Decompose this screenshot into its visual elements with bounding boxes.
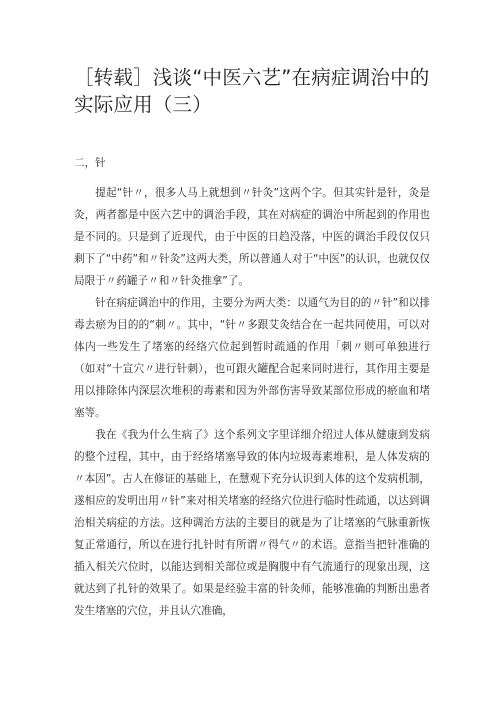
section-heading: 二，针 [74, 157, 106, 169]
paragraph-1: 提起“针〃，很多人马上就想到〃针灸”这两个字。但其实针是针，灸是灸，两者都是中医六艺中的调治手段，其在对病症的调治中所起到的作用也是不同的。只是到了近现代，由于中医的日趋没落，中医的调治手段仅仅只剩下了“中药”和〃针灸”这两大类，所以普通人对于“中医”的认识，也就仅仅局限于〃药罐子〃和〃针灸推拿”了。 [74, 187, 430, 287]
page-title: ［转载］浅谈“中医六艺”在病症调治中的实际应用（三） [74, 66, 430, 116]
spacer [74, 174, 430, 182]
paragraph-2: 针在病症调治中的作用，主要分为两大类：以通气为目的的〃针”和以排毒去瘀为目的的“刺〃。其中，“针〃多跟艾灸结合在一起共同使用，可以对体内一些发生了堵塞的经络穴位起到暂时疏通的作用「刺〃则可单独进行（如对“十宣穴〃进行针刺），也可跟火罐配合起来同时进行，其作用主要是用以排除体内深层次堆积的毒素和因为外部伤害导致某部位形成的瘀血和堵塞等。 [74, 297, 430, 419]
paragraph-3: 我在《我为什么生病了》这个系列文字里详细介绍过人体从健康到发病的整个过程，其中，由于经络堵塞导致的体内垃圾毒素堆积，是人体发病的〃本因”。古人在修证的基础上，在慧观下充分认识到人体的这个发病机制，遂相应的发明出用〃针”来对相关堵塞的经络穴位进行临时性疏通，以达到调治相关病症的方法。这种调治方法的主要目的就是为了让堵塞的气脉重新恢复正常通行，所以在进行扎针时有所谓〃得气〃的术语。意指当把针准确的插入相关穴位时，以能达到相关部位或是胸腹中有气流通行的现象出现，这就达到了扎针的效果了。如果是经验丰富的针灸师，能够准确的判断出患者发生堵塞的穴位，并且认穴准确， [74, 429, 430, 617]
article-body [74, 152, 430, 622]
